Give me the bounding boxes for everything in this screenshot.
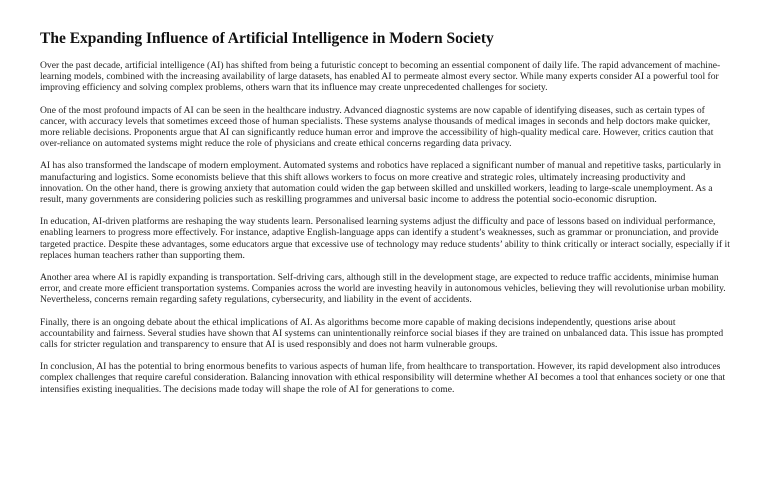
paragraph-education: In education, AI-driven platforms are reshaping the way students learn. Personalised learning systems adjust the difficulty and pace of lessons based on individual performance, enabling learners to progress more effectively. For instance, adaptive English-language apps can identify a student’s weaknesses, such as grammar or pronunciation, and provide targeted practice. Despite these advantages, some educators argue that excessive use of technology may reduce students’ ability to think critically or interact socially, especially if it replaces human teachers rather than supporting them. xyxy=(40,216,730,261)
paragraph-introduction: Over the past decade, artificial intelligence (AI) has shifted from being a futuristic concept to becoming an essential component of daily life. The rapid advancement of machine-learning models, combined with the increasing availability of large datasets, has enabled AI to permeate almost every sector. While many experts consider AI a powerful tool for improving efficiency and solving complex problems, others warn that its influence may create unprecedented challenges for society. xyxy=(40,60,721,94)
paragraph-conclusion: In conclusion, AI has the potential to bring enormous benefits to various aspects of human life, from healthcare to transportation. However, its rapid development also introduces complex challenges that require careful consideration. Balancing innovation with ethical responsibility will determine whether AI becomes a tool that enhances society or one that intensifies existing inequalities. The decisions made today will shape the role of AI for generations to come. xyxy=(40,361,726,395)
paragraph-healthcare: One of the most profound impacts of AI can be seen in the healthcare industry. Advanced diagnostic systems are now capable of identifying diseases, such as certain types of cancer, with accuracy levels that sometimes exceed those of human specialists. These systems analyse thousands of medical images in seconds and help doctors make quicker, more reliable decisions. Proponents argue that AI can significantly reduce human error and improve the accessibility of high-quality medical care. However, critics caution that over-reliance on automated systems might reduce the role of physicians and create ethical concerns regarding data privacy. xyxy=(40,104,714,150)
paragraph-employment: AI has also transformed the landscape of modern employment. Automated systems and robotics have replaced a significant number of manual and repetitive tasks, particularly in manufacturing and logistics. Some economists believe that this shift allows workers to focus on more creative and strategic roles, ultimately increasing productivity and innovation. On the other hand, there is growing anxiety that automation could widen the gap between skilled and unskilled workers, leading to large-scale unemployment. As a result, many governments are considering policies such as reskilling programmes and universal basic income to address the potential socio-economic disruption. xyxy=(40,160,721,206)
paragraph-transportation: Another area where AI is rapidly expanding is transportation. Self-driving cars, although still in the development stage, are expected to reduce traffic accidents, minimise human error, and create more efficient transportation systems. Companies across the world are investing heavily in autonomous vehicles, believing they will revolutionise urban mobility. Nevertheless, concerns remain regarding safety regulations, cybersecurity, and liability in the event of accidents. xyxy=(40,272,726,306)
paragraph-ethics: Finally, there is an ongoing debate about the ethical implications of AI. As algorithms become more capable of making decisions independently, questions arise about accountability and fairness. Several studies have shown that AI systems can unintentionally reinforce social biases if they are trained on unbalanced data. This issue has prompted calls for stricter regulation and transparency to ensure that AI is used responsibly and does not harm vulnerable groups. xyxy=(40,316,724,351)
document-title: The Expanding Influence of Artificial Intelligence in Modern Society xyxy=(40,30,494,47)
